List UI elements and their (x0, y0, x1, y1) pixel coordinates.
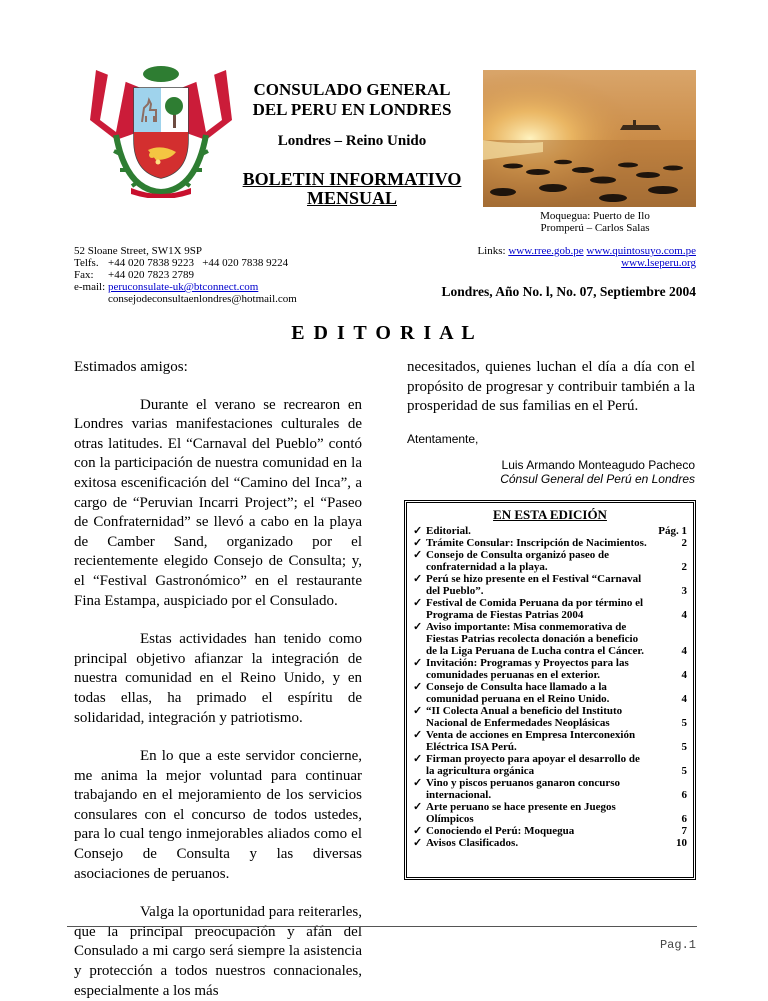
peru-coat-of-arms-icon (86, 60, 236, 198)
toc-box (404, 500, 696, 880)
toc-item (413, 681, 687, 705)
toc-item-text: Consejo de Consulta hace llamado a la comunidad peruana en el Reino Unido. (426, 681, 610, 705)
signer-name: Luis Armando Monteagudo Pacheco (501, 458, 695, 472)
toc-item-text: Arte peruano se hace presente en Juegos Olímpicos (426, 801, 616, 825)
toc-item (413, 705, 687, 729)
toc-item-text: Venta de acciones en Empresa Interconexión Eléctrica ISA Perú. (426, 729, 636, 753)
checkmark-icon: ✓ (413, 597, 423, 609)
link-rree[interactable]: www.rree.gob.pe (508, 245, 584, 257)
closing: Atentamente, (407, 432, 479, 446)
toc-item-text: Festival de Comida Peruana da por término el Programa de Fiestas Patrias 2004 (426, 597, 644, 621)
editorial-paragraph-4: Valga la oportunidad para reiterarles, que la principal preocupación y afán del Consulado a mi cargo será siempre la asistencia y protección a todos nuestros connacionales, especialmente a los más (74, 904, 362, 999)
toc-item-text: Vino y piscos peruanos ganaron concurso internacional. (426, 777, 621, 801)
link-lseperu[interactable]: www.lseperu.org (621, 257, 696, 269)
toc-page-number: 10 (676, 837, 687, 849)
toc-page-number: 5 (681, 765, 687, 777)
toc-item (413, 657, 687, 681)
checkmark-icon: ✓ (413, 621, 423, 633)
toc-item (413, 729, 687, 753)
toc-item-text: Aviso importante: Misa conmemorativa de Fiestas Patrias recolecta donación a beneficio de la Liga Peruana de Lucha contra el Cáncer. (426, 621, 645, 657)
toc-item (413, 837, 687, 849)
consulate-title-line2: DEL PERU EN LONDRES (252, 100, 452, 119)
toc-page-label: Pág. (658, 525, 679, 537)
toc-page-number: 6 (681, 813, 687, 825)
toc-item-text: Invitación: Programas y Proyectos para las comunidades peruanas en el exterior. (426, 657, 629, 681)
telfs-label: Telfs. (74, 257, 99, 269)
toc-item-text: Firman proyecto para apoyar el desarrollo de la agricultura orgánica (426, 753, 640, 777)
toc-page-number: 2 (681, 537, 687, 549)
email-link[interactable]: peruconsulate-uk@btconnect.com (108, 281, 259, 293)
editorial-paragraph-1: Durante el verano se recrearon en Londres varias manifestaciones culturales de otras latitudes. El “Carnaval del Pueblo” contó con la participación de nuestra comunidad en la exitosa escenificación del “Camino del Inca”, a cargo de “Peruvian Incarri Project”; el “Paseo de Confraternidad” se llevó a cabo en la playa de Camber Sand, organizado por el recientemente elegido Consejo de Consulta; y, el “Festival Gastronómico” en el restaurante Fina Estampa, auspiciado por el Consulado. (74, 396, 362, 609)
toc-item-text: Avisos Clasificados. (426, 837, 519, 849)
checkmark-icon: ✓ (413, 729, 423, 741)
toc-item (413, 753, 687, 777)
checkmark-icon: ✓ (413, 657, 423, 669)
toc-item-text: Trámite Consular: Inscripción de Nacimientos. (426, 537, 647, 549)
checkmark-icon: ✓ (413, 681, 423, 693)
email-secondary: consejodeconsultaenlondres@hotmail.com (108, 293, 297, 305)
bulletin-title-line1: BOLETIN INFORMATIVO (242, 169, 462, 189)
toc-item-text: Perú se hizo presente en el Festival “Carnaval del Pueblo”. (426, 573, 642, 597)
checkmark-icon: ✓ (413, 801, 423, 813)
editorial-paragraph-2: Estas actividades han tenido como principal objetivo afianzar la integración de nuestra comunidad en el Reino Unido, y en todas ellas, ha primado el espíritu de solidaridad, integración y patriotismo. (74, 631, 362, 726)
greeting: Estimados amigos: (74, 359, 188, 375)
toc-page-number: 2 (681, 561, 687, 573)
checkmark-icon: ✓ (413, 537, 423, 549)
checkmark-icon: ✓ (413, 525, 423, 537)
editorial-paragraph-3: En lo que a este servidor concierne, me anima la mejor voluntad para continuar trabajando en el mejoramiento de los servicios consulares con el concurso de todos ustedes, para lo cual tengo inmejorables aliados como el Consejo de Consulta y las diversas asociaciones de peruanos. (74, 748, 362, 882)
location-subtitle: Londres – Reino Unido (277, 133, 427, 149)
toc-item (413, 621, 687, 657)
toc-page-number: 5 (681, 741, 687, 753)
toc-item (413, 573, 687, 597)
checkmark-icon: ✓ (413, 777, 423, 789)
toc-page-number: 4 (681, 669, 687, 681)
toc-list (413, 525, 687, 849)
editorial-heading: E D I T O R I A L (291, 322, 477, 344)
toc-item (413, 801, 687, 825)
toc-item (413, 525, 687, 537)
consulate-title-line1: CONSULADO GENERAL (253, 80, 451, 99)
email-label: e-mail: (74, 281, 106, 293)
toc-page-number: 3 (681, 585, 687, 597)
footer-divider (67, 926, 697, 927)
fax-number: +44 020 7823 2789 (108, 269, 194, 281)
toc-item-text: Editorial. (426, 525, 471, 537)
toc-page-number: 7 (681, 825, 687, 837)
toc-heading: EN ESTA EDICIÓN (493, 507, 607, 522)
toc-page-number: 5 (681, 717, 687, 729)
signer-title: Cónsul General del Perú en Londres (500, 472, 695, 486)
photo-caption: Moquegua: Puerto de Ilo (540, 210, 650, 222)
editorial-paragraph-5: necesitados, quienes luchan el día a día con el propósito de progresar y contribuir también a la prosperidad de sus familias en el Perú. (407, 359, 695, 415)
toc-item (413, 777, 687, 801)
toc-item (413, 597, 687, 621)
checkmark-icon: ✓ (413, 549, 423, 561)
address: 52 Sloane Street, SW1X 9SP (74, 245, 203, 257)
link-quintosuyo[interactable]: www.quintosuyo.com.pe (586, 245, 696, 257)
toc-item-text: Consejo de Consulta organizó paseo de confraternidad a la playa. (426, 549, 610, 573)
toc-page-number: 1 (681, 525, 687, 537)
photo-credit: Promperú – Carlos Salas (540, 222, 650, 234)
issue-line: Londres, Año No. l, No. 07, Septiembre 2004 (441, 284, 696, 299)
checkmark-icon: ✓ (413, 825, 423, 837)
toc-page-number: 4 (681, 693, 687, 705)
links-label: Links: (477, 245, 506, 257)
toc-page-number: 6 (681, 789, 687, 801)
bulletin-title-line2: MENSUAL (306, 188, 397, 208)
toc-page-number: 4 (681, 609, 687, 621)
phone-numbers: +44 020 7838 9223 +44 020 7838 9224 (108, 257, 289, 269)
checkmark-icon: ✓ (413, 573, 423, 585)
toc-item-text: Conociendo el Perú: Moquegua (426, 825, 575, 837)
toc-item (413, 549, 687, 573)
checkmark-icon: ✓ (413, 705, 423, 717)
toc-page-number: 4 (681, 645, 687, 657)
page-number: Pag.1 (659, 938, 696, 952)
harbor-sunset-photo (483, 70, 696, 207)
toc-item (413, 825, 687, 837)
fax-label: Fax: (74, 269, 94, 281)
checkmark-icon: ✓ (413, 753, 423, 765)
toc-item-text: “II Colecta Anual a beneficio del Instituto Nacional de Enfermedades Neoplásicas (426, 705, 623, 729)
checkmark-icon: ✓ (413, 837, 423, 849)
toc-item (413, 537, 687, 549)
